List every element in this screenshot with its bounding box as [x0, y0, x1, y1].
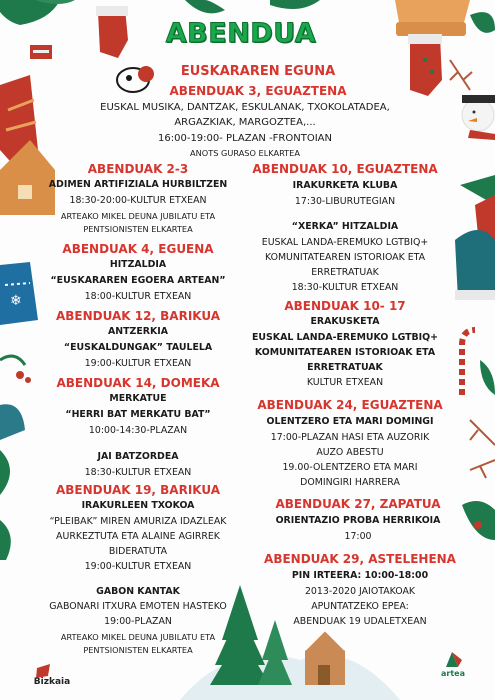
pine-tree-icon [210, 585, 270, 685]
event-kind: PIN IRTEERA: 10:00-18:00 [291, 570, 429, 581]
event-description: KOMUNITATEAREN ISTORIOAK ETA [264, 252, 426, 263]
event-kind: “XERKA” HITZALDIA [291, 221, 399, 232]
leaf-icon [0, 520, 11, 560]
event-time-place: 17:00 [344, 531, 372, 542]
event-time-place: 18:30-KULTUR ETXEAN [84, 467, 192, 478]
event-date: ABENDUAK 12, BARIKUA [55, 309, 221, 323]
winter-hat-icon [455, 230, 495, 300]
candy-cane-icon [462, 330, 475, 395]
page-title: ABENDUA [165, 18, 317, 49]
event-kind: OLENTZERO ETA MARI DOMINGI [266, 416, 434, 427]
stocking-icon [96, 6, 128, 58]
event-description: EUSKAL MUSIKA, DANTZAK, ESKULANAK, TXOKOLATADEA, [100, 102, 390, 113]
event-kind: ANTZERKIA [108, 326, 168, 337]
event-kind: IRAKURKETA KLUBA [292, 180, 398, 191]
event-organizer: ARTEAKO MIKEL DEUNA JUBILATU ETA [60, 211, 216, 221]
event-date: ABENDUAK 4, EGUENA [62, 242, 214, 256]
leaf-icon [185, 0, 225, 13]
event-date: ABENDUAK 27, ZAPATUA [275, 497, 441, 511]
event-description: “PLEIBAK” MIREN AMURIZA IDAZLEAK [49, 516, 227, 527]
branch-icon [470, 420, 495, 445]
snowman-icon [462, 95, 495, 140]
pine-tree-icon [258, 620, 292, 685]
branch-icon [470, 460, 495, 478]
event-time-place: KULTUR ETXEAN [306, 377, 384, 388]
event-time-place: 18:30-20:00-KULTUR ETXEAN [69, 195, 207, 206]
event-time-place: 16:00-19:00- PLAZAN -FRONTOIAN [158, 133, 332, 144]
event-time-place: 18:30-KULTUR ETXEAN [291, 282, 399, 293]
event-time-place: 10:00-14:30-PLAZAN [88, 425, 188, 436]
event-description: ERRETRATUAK [311, 267, 379, 278]
event-time-place: 19:00-PLAZAN [104, 616, 172, 627]
event-description: ARGAZKIAK, MARGOZTEA,... [174, 117, 316, 128]
event-organizer: PENTSIONISTEN ELKARTEA [83, 224, 193, 234]
event-kind: ERAKUSKETA [310, 316, 380, 327]
leaf-icon [480, 360, 495, 395]
mug-icon [30, 45, 52, 59]
event-description: 17:00-PLAZAN HASI ETA AUZORIK [270, 432, 430, 443]
event-date: ABENDUAK 10, EGUAZTENA [252, 162, 438, 176]
event-description: DOMINGIRI HARRERA [300, 477, 400, 488]
artea-logo: artea [441, 669, 465, 678]
holly-berries-icon [0, 356, 31, 383]
event-description: BIDERATUTA [108, 546, 168, 557]
event-kind: HITZALDIA [109, 259, 167, 270]
event-name: EUSKARAREN EGUNA [180, 64, 336, 79]
event-title: ADIMEN ARTIFIZIALA HURBILTZEN [48, 179, 228, 190]
event-time-place: 17:30-LIBURUTEGIAN [294, 196, 396, 207]
bizkaia-logo-mark [36, 664, 50, 678]
gingerbread-house-icon [305, 630, 345, 685]
branch-icon [450, 60, 472, 90]
leaf-icon [0, 0, 60, 25]
event-description: AUZO ABESTU [316, 447, 384, 458]
event-kind: JAI BATZORDEA [97, 451, 179, 462]
event-title: “EUSKALDUNGAK” TAULELA [63, 342, 213, 353]
leaf-icon [0, 450, 10, 495]
leaf-icon [270, 0, 320, 9]
event-organizer: ARTEAKO MIKEL DEUNA JUBILATU ETA [60, 632, 216, 642]
event-kind: MERKATUE [109, 393, 167, 404]
event-description: AURKEZTUTA ETA ALAINE AGIRREK [56, 531, 220, 542]
event-description: KOMUNITATEAREN ISTORIOAK ETA [254, 347, 436, 358]
winter-hat-icon [395, 0, 470, 36]
event-kind: IRAKURLEEN TXOKOA [81, 500, 195, 511]
event-title: GABONARI ITXURA EMOTEN HASTEKO [49, 601, 227, 612]
bizkaia-logo: Bizkaia [33, 677, 71, 687]
stocking-icon [408, 34, 442, 96]
event-description: 19.00-OLENTZERO ETA MARI [282, 462, 418, 473]
event-kind: GABON KANTAK [96, 586, 180, 597]
event-time-place: 19:00-KULTUR ETXEAN [84, 561, 192, 572]
euskararen-eguna-logo [113, 62, 159, 96]
event-description: ERRETRATUAK [307, 362, 383, 373]
event-description: APUNTATZEKO EPEA: [311, 601, 409, 612]
svg-text:❄: ❄ [10, 293, 22, 309]
event-description: EUSKAL LANDA-EREMUKO LGTBIQ+ [252, 332, 438, 343]
event-description: EUSKAL LANDA-EREMUKO LGTBIQ+ [261, 237, 429, 248]
event-title: “EUSKARAREN EGOERA ARTEAN” [50, 275, 226, 286]
event-organizer: PENTSIONISTEN ELKARTEA [83, 645, 193, 655]
event-title: “HERRI BAT MERKATU BAT” [65, 409, 211, 420]
mitten-icon [0, 404, 25, 440]
event-date: ABENDUAK 2-3 [87, 162, 189, 176]
holly-berries-icon [462, 501, 495, 540]
event-date: ABENDUAK 10- 17 [284, 299, 406, 313]
event-date: ABENDUAK 19, BARIKUA [55, 483, 221, 497]
event-date: ABENDUAK 24, EGUAZTENA [257, 398, 443, 412]
event-organizer: ANOTS GURASO ELKARTEA [190, 148, 300, 158]
event-description: 2013-2020 JAIOTAKOAK [304, 586, 416, 597]
event-kind: ORIENTAZIO PROBA HERRIKOIA [275, 515, 441, 526]
event-date: ABENDUAK 3, EGUAZTENA [169, 84, 347, 98]
leaf-icon [470, 12, 495, 33]
event-date: ABENDUAK 29, ASTELEHENA [264, 552, 456, 566]
event-time-place: 19:00-KULTUR ETXEAN [84, 358, 192, 369]
event-time-place: 18:00-KULTUR ETXEAN [84, 291, 192, 302]
event-description: ABENDUAK 19 UDALETXEAN [293, 616, 427, 627]
sweater-icon [0, 262, 38, 325]
event-date: ABENDUAK 14, DOMEKA [56, 376, 220, 390]
